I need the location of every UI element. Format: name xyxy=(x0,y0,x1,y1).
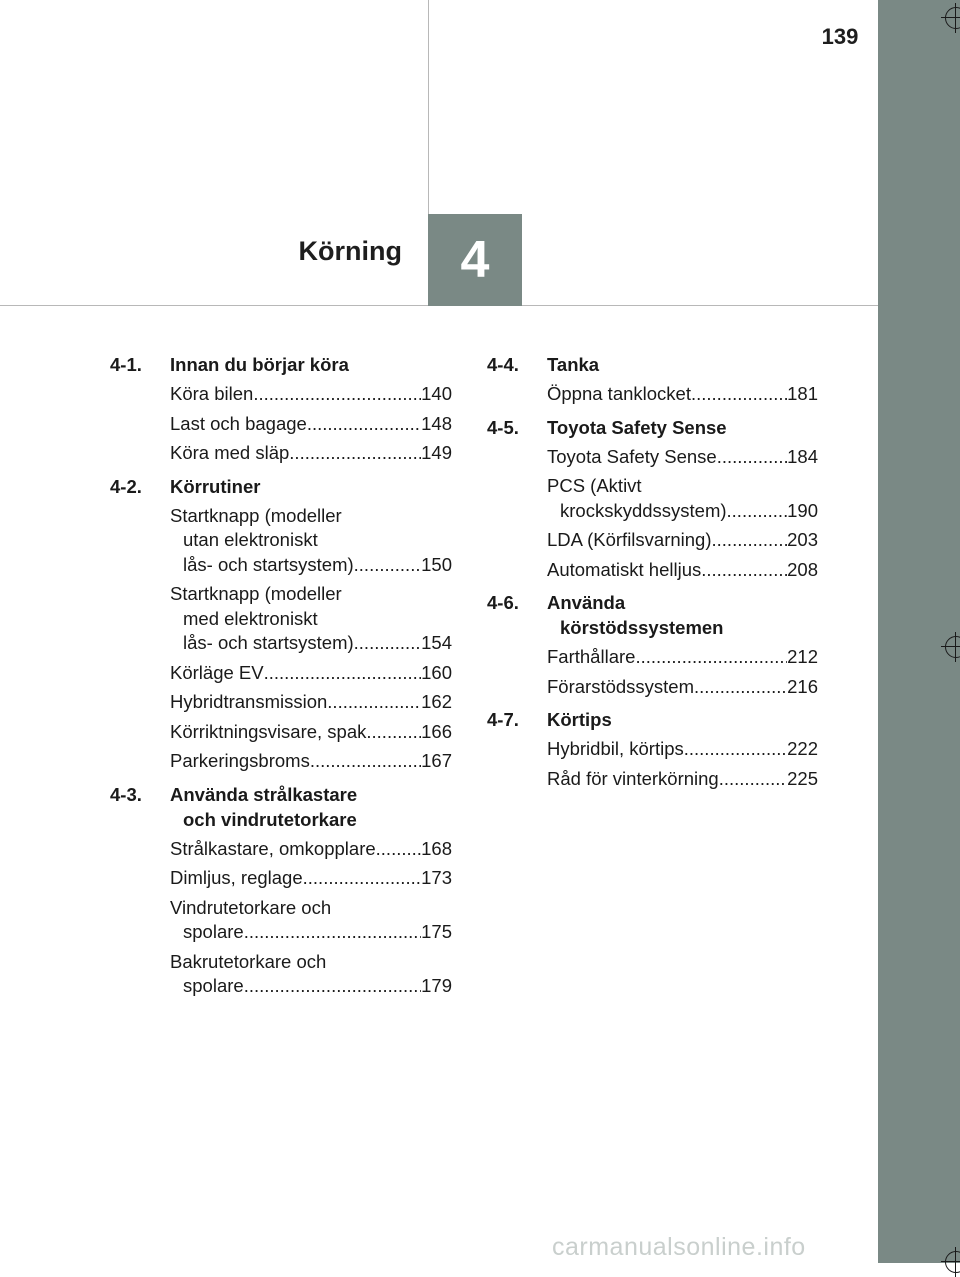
section-title-line: Tanka xyxy=(547,354,600,375)
entry-page-number: 173 xyxy=(421,867,452,888)
toc-entry[interactable] xyxy=(547,474,818,523)
entry-label-line: Startknapp (modeller xyxy=(170,504,342,526)
section-number: 4-7. xyxy=(487,709,519,730)
entry-row xyxy=(547,767,818,792)
entry-page-number: 181 xyxy=(787,383,818,404)
entry-label: Råd för vinterkörning xyxy=(547,767,719,789)
toc-section xyxy=(110,474,452,774)
entry-page-number: 212 xyxy=(787,646,818,667)
toc-entry[interactable] xyxy=(547,445,818,470)
entry-page-number: 168 xyxy=(421,837,452,859)
dot-leader xyxy=(712,528,788,553)
watermark: carmanualsonline.info xyxy=(552,1233,806,1261)
dot-leader xyxy=(354,553,421,578)
entry-row xyxy=(547,737,818,762)
dot-leader xyxy=(684,737,787,762)
entry-row xyxy=(547,382,818,407)
page-number: 139 xyxy=(821,24,859,49)
toc-entry[interactable] xyxy=(547,558,818,583)
entry-row xyxy=(170,749,452,774)
toc-section xyxy=(110,782,452,999)
entry-page-number: 190 xyxy=(787,499,818,521)
section-title-line: Körrutiner xyxy=(170,475,261,497)
toc-column-right xyxy=(487,352,818,799)
entry-label: Last och bagage xyxy=(170,412,307,434)
chapter-number-tab: 4 xyxy=(428,214,522,306)
entry-row xyxy=(170,920,452,945)
entry-label: spolare xyxy=(183,975,244,996)
toc-entry[interactable] xyxy=(170,504,452,578)
toc-section xyxy=(487,415,818,583)
dot-leader xyxy=(694,675,787,700)
dot-leader xyxy=(366,720,421,745)
entry-page-number: 225 xyxy=(787,767,818,789)
toc-entry[interactable] xyxy=(170,441,452,466)
entry-label-line: PCS (Aktivt xyxy=(547,475,642,496)
section-heading xyxy=(487,352,818,377)
toc-entry[interactable] xyxy=(170,896,452,945)
toc-entry[interactable] xyxy=(547,675,818,700)
entry-page-number: 203 xyxy=(787,529,818,550)
entry-row xyxy=(170,553,452,578)
section-number: 4-6. xyxy=(487,592,519,613)
entry-label: Hybridtransmission xyxy=(170,691,328,712)
toc-entry[interactable] xyxy=(170,720,452,745)
entry-label: Köra bilen xyxy=(170,383,254,404)
section-number: 4-4. xyxy=(487,354,519,375)
entry-label: lås- och startsystem) xyxy=(183,632,354,653)
section-title xyxy=(170,474,452,499)
entry-row xyxy=(170,837,452,862)
section-title-line: Använda xyxy=(547,592,626,613)
entry-label-line: Startknapp (modeller xyxy=(170,583,342,604)
toc-section xyxy=(110,352,452,466)
dot-leader xyxy=(701,558,787,583)
entry-label: Dimljus, reglage xyxy=(170,867,303,888)
entry-row xyxy=(547,445,818,470)
entry-page-number: 160 xyxy=(421,661,452,683)
entry-label-line: med elektroniskt xyxy=(183,607,318,629)
dot-leader xyxy=(289,441,421,466)
entry-page-number: 184 xyxy=(787,445,818,467)
dot-leader xyxy=(635,645,787,670)
section-number: 4-1. xyxy=(110,354,142,375)
entry-label: Automatiskt helljus xyxy=(547,558,702,580)
section-title xyxy=(547,590,818,640)
entry-page-number: 148 xyxy=(421,412,452,434)
dot-leader xyxy=(376,837,421,862)
toc-entry[interactable] xyxy=(547,645,818,670)
section-title-line: Körtips xyxy=(547,709,612,730)
registration-mark-icon xyxy=(941,1247,960,1277)
entry-row xyxy=(547,499,818,524)
entry-row xyxy=(547,558,818,583)
toc-entry[interactable] xyxy=(170,866,452,891)
entry-label: lås- och startsystem) xyxy=(183,553,354,575)
section-title-line: körstödssystemen xyxy=(560,617,724,638)
entry-label: Köra med släp xyxy=(170,442,290,463)
section-number: 4-2. xyxy=(110,475,142,497)
registration-mark-icon xyxy=(941,632,960,662)
entry-page-number: 154 xyxy=(421,632,452,653)
entry-row xyxy=(170,690,452,715)
entry-page-number: 208 xyxy=(787,558,818,580)
section-number: 4-3. xyxy=(110,783,142,805)
toc-section xyxy=(487,352,818,407)
entry-label: Toyota Safety Sense xyxy=(547,445,717,467)
toc-entry[interactable] xyxy=(170,661,452,686)
dot-leader xyxy=(303,866,421,891)
entry-label: krockskyddssystem) xyxy=(560,499,727,521)
section-title-line: Innan du börjar köra xyxy=(170,354,349,375)
dot-leader xyxy=(244,920,421,945)
section-title xyxy=(547,352,818,377)
entry-label-line: utan elektroniskt xyxy=(183,529,318,550)
toc-entry[interactable] xyxy=(170,837,452,862)
entry-label: Öppna tanklocket xyxy=(547,383,691,404)
entry-page-number: 149 xyxy=(421,442,452,463)
toc-entry[interactable] xyxy=(547,737,818,762)
dot-leader xyxy=(253,382,421,407)
entry-page-number: 175 xyxy=(421,921,452,942)
section-title xyxy=(170,352,452,377)
entry-row xyxy=(170,631,452,656)
entry-row xyxy=(170,412,452,437)
registration-mark-icon xyxy=(941,3,960,33)
section-title-line: och vindrutetorkare xyxy=(183,808,357,830)
section-title-line: Använda strålkastare xyxy=(170,783,358,805)
entry-label: Hybridbil, körtips xyxy=(547,738,684,759)
dot-leader xyxy=(244,974,421,999)
entry-label: Farthållare xyxy=(547,646,636,667)
entry-row xyxy=(170,661,452,686)
entry-row xyxy=(170,382,452,407)
section-title xyxy=(547,707,818,732)
dot-leader xyxy=(719,767,787,792)
toc-entry[interactable] xyxy=(547,767,818,792)
dot-leader xyxy=(727,499,788,524)
vertical-rule xyxy=(428,0,429,215)
section-heading xyxy=(110,782,452,832)
section-title-line: Toyota Safety Sense xyxy=(547,416,727,438)
entry-row xyxy=(170,441,452,466)
toc-column-left xyxy=(110,352,452,1007)
entry-row xyxy=(170,866,452,891)
entry-page-number: 167 xyxy=(421,750,452,771)
toc-entry[interactable] xyxy=(170,412,452,437)
chapter-title: Körning xyxy=(298,236,402,266)
toc-section xyxy=(487,707,818,791)
section-heading xyxy=(110,352,452,377)
dot-leader xyxy=(264,661,422,686)
toc-entry[interactable] xyxy=(547,382,818,407)
entry-label: Strålkastare, omkopplare xyxy=(170,837,376,859)
toc-entry[interactable] xyxy=(170,690,452,715)
entry-page-number: 179 xyxy=(421,975,452,996)
entry-label: Förarstödssystem xyxy=(547,675,695,697)
section-number: 4-5. xyxy=(487,416,519,438)
dot-leader xyxy=(307,412,421,437)
dot-leader xyxy=(691,382,787,407)
entry-row xyxy=(547,675,818,700)
entry-page-number: 222 xyxy=(787,738,818,759)
entry-row xyxy=(170,974,452,999)
section-heading xyxy=(487,415,818,440)
entry-label-line: Vindrutetorkare och xyxy=(170,896,332,918)
entry-row xyxy=(170,720,452,745)
entry-row xyxy=(547,528,818,553)
dot-leader xyxy=(717,445,787,470)
entry-page-number: 140 xyxy=(421,383,452,404)
dot-leader xyxy=(354,631,421,656)
entry-label-line: Bakrutetorkare och xyxy=(170,950,327,972)
entry-page-number: 150 xyxy=(421,553,452,575)
entry-label: Parkeringsbroms xyxy=(170,750,310,771)
toc-section xyxy=(487,590,818,699)
toc-entry[interactable] xyxy=(170,582,452,656)
dot-leader xyxy=(327,690,421,715)
entry-page-number: 216 xyxy=(787,675,818,697)
entry-label: LDA (Körfilsvarning) xyxy=(547,529,712,550)
toc-entry[interactable] xyxy=(170,382,452,407)
entry-page-number: 166 xyxy=(421,720,452,742)
entry-row xyxy=(547,645,818,670)
section-title xyxy=(547,415,818,440)
entry-label: spolare xyxy=(183,921,244,942)
entry-page-number: 162 xyxy=(421,691,452,712)
toc-entry[interactable] xyxy=(547,528,818,553)
section-heading xyxy=(110,474,452,499)
entry-label: Körläge EV xyxy=(170,661,264,683)
toc-entry[interactable] xyxy=(170,749,452,774)
section-heading xyxy=(487,707,818,732)
section-heading xyxy=(487,590,818,640)
toc-entry[interactable] xyxy=(170,950,452,999)
section-title xyxy=(170,782,452,832)
entry-label: Körriktningsvisare, spak xyxy=(170,720,367,742)
dot-leader xyxy=(310,749,421,774)
